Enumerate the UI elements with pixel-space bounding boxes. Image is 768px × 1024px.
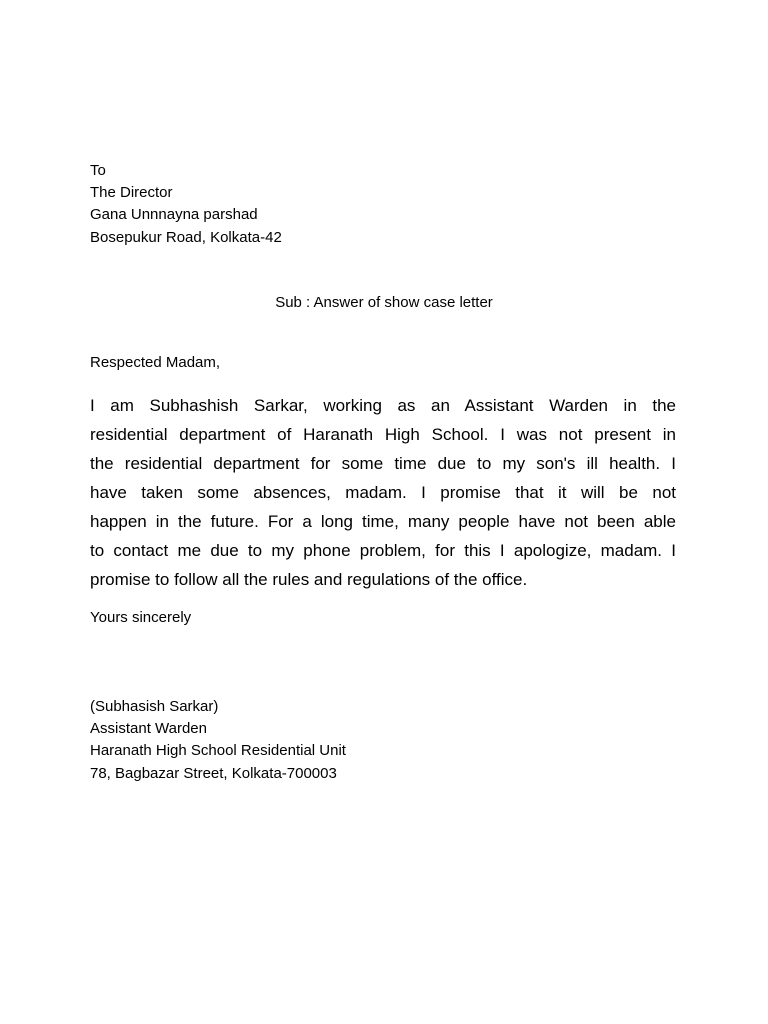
recipient-organization: Gana Unnnayna parshad: [90, 206, 258, 223]
closing: Yours sincerely: [90, 609, 192, 626]
body-line: I am Subhashish Sarkar, working as an Assistant Warden in the: [90, 396, 676, 415]
body-line: promise to follow all the rules and regulations of the office.: [90, 570, 528, 589]
letter-subject: Sub : Answer of show case letter: [275, 294, 493, 311]
body-line: happen in the future. For a long time, many people have not been able: [90, 512, 676, 531]
sender-name: (Subhasish Sarkar): [90, 698, 219, 715]
sender-address: 78, Bagbazar Street, Kolkata-700003: [90, 765, 337, 782]
sender-designation: Assistant Warden: [90, 720, 207, 737]
body-line: have taken some absences, madam. I promise that it will be not: [90, 483, 676, 502]
recipient-to: To: [90, 162, 106, 179]
sender-unit: Haranath High School Residential Unit: [90, 742, 346, 759]
recipient-title: The Director: [90, 184, 173, 201]
recipient-address: Bosepukur Road, Kolkata-42: [90, 229, 282, 246]
body-line: the residential department for some time due to my son's ill health. I: [90, 454, 676, 473]
letter-body: [90, 391, 676, 594]
salutation: Respected Madam,: [90, 354, 221, 371]
body-line: to contact me due to my phone problem, for this I apologize, madam. I: [90, 541, 676, 560]
body-line: residential department of Haranath High School. I was not present in: [90, 425, 676, 444]
